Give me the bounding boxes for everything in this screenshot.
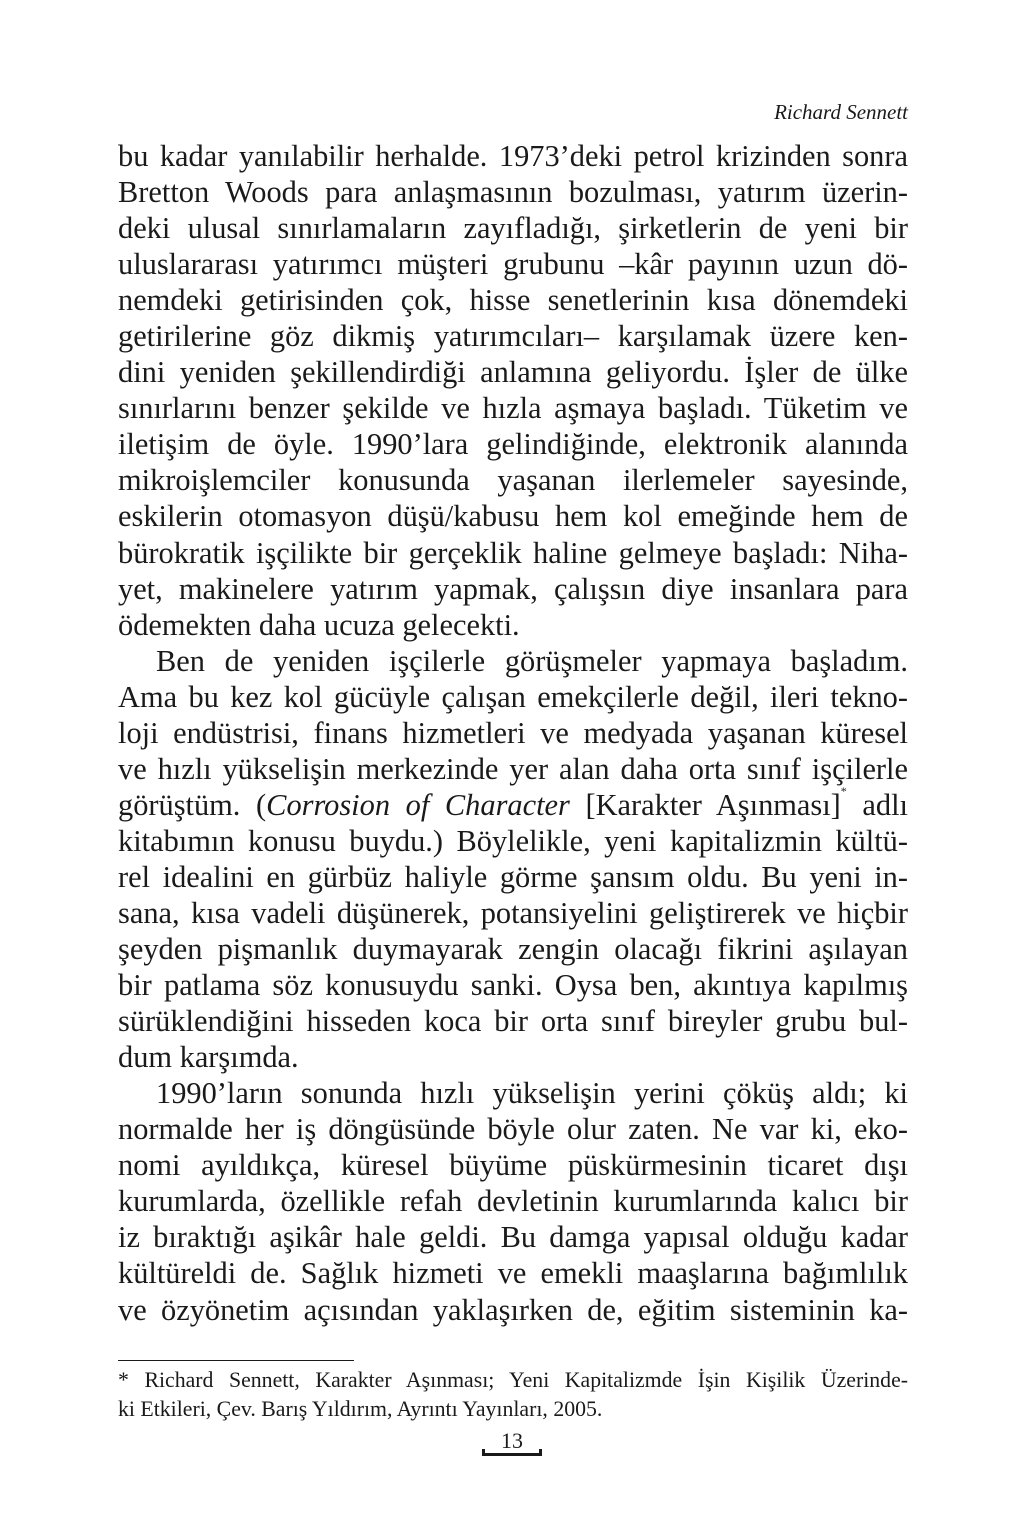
text-line: yet, makinelere yatırım yapmak, çalışsın diye insanlara para <box>118 571 908 606</box>
footnote <box>118 1366 908 1424</box>
text-line: ve hızlı yükselişin merkezinde yer alan daha orta sınıf işçilerle <box>118 751 908 786</box>
text-line: kültüreldi de. Sağlık hizmeti ve emekli maaşlarına bağımlılık <box>118 1256 908 1291</box>
text-fragment: adlı <box>846 787 908 822</box>
text-line: dum karşımda. <box>118 1040 299 1075</box>
book-title-italic: Corrosion of Character <box>266 787 570 822</box>
text-line: uluslararası yatırımcı müşteri grubunu –kâr payının uzun dö- <box>118 247 908 282</box>
page-number: 13 <box>501 1428 523 1453</box>
text-line: sürüklendiğini hisseden koca bir orta sınıf bireyler grubu bul- <box>118 1004 908 1039</box>
text-line: eskilerin otomasyon düşü/kabusu hem kol emeğinde hem de <box>118 499 908 534</box>
page-number-tick-left <box>482 1449 485 1456</box>
text-line: kurumlarda, özellikle refah devletinin kurumlarında kalıcı bir <box>118 1184 908 1219</box>
paragraph-first-line: Ben de yeniden işçilerle görüşmeler yapmaya başladım. <box>156 643 908 678</box>
text-line: iz bıraktığı aşikâr hale geldi. Bu damga yapısal olduğu kadar <box>118 1220 908 1255</box>
page-number-block <box>482 1428 542 1456</box>
text-line: bu kadar yanılabilir herhalde. 1973’deki petrol krizinden sonra <box>118 139 908 173</box>
text-line: mikroişlemciler konusunda yaşanan ilerlemeler sayesinde, <box>118 463 908 498</box>
footnote-marker: * <box>840 783 847 798</box>
text-line-with-citation <box>118 783 908 823</box>
text-line: Bretton Woods para anlaşmasının bozulması, yatırım üzerin- <box>118 175 908 210</box>
text-line: Ama bu kez kol gücüyle çalışan emekçilerle değil, ileri tekno- <box>118 679 908 714</box>
text-line: nomi ayıldıkça, küresel büyüme püskürmesinin ticaret dışı <box>118 1148 908 1183</box>
footnote-line: ki Etkileri, Çev. Barış Yıldırım, Ayrıntı Yayınları, 2005. <box>118 1397 603 1421</box>
text-line: rel idealini en gürbüz haliyle görme şansım oldu. Bu yeni in- <box>118 859 908 894</box>
text-line: ve özyönetim açısından yaklaşırken de, eğitim sisteminin ka- <box>118 1292 908 1327</box>
text-line: normalde her iş döngüsünde böyle olur zaten. Ne var ki, eko- <box>118 1112 908 1147</box>
body-text <box>118 138 908 1328</box>
text-line: sana, kısa vadeli düşünerek, potansiyelini geliştirerek ve hiçbir <box>118 895 908 930</box>
page-number-underline <box>482 1453 542 1456</box>
paragraph-first-line: 1990’ların sonunda hızlı yükselişin yerini çöküş aldı; ki <box>156 1076 908 1111</box>
text-line: nemdeki getirisinden çok, hisse senetlerinin kısa dönemdeki <box>118 283 908 318</box>
text-line: bir patlama söz konusuydu sanki. Oysa ben, akıntıya kapılmış <box>118 968 908 1003</box>
text-line: dini yeniden şekillendirdiği anlamına geliyordu. İşler de ülke <box>118 355 908 390</box>
text-line: loji endüstrisi, finans hizmetleri ve medyada yaşanan küresel <box>118 715 908 750</box>
text-fragment: görüştüm. ( <box>118 787 267 822</box>
text-line: kitabımın konusu buydu.) Böylelikle, yeni kapitalizmin kültü- <box>118 823 908 858</box>
running-head: Richard Sennett <box>774 100 908 124</box>
text-line: şeyden pişmanlık duymayarak zengin olacağı fikrini aşılayan <box>118 932 908 967</box>
text-fragment: [Karakter Aşınması] <box>569 787 841 822</box>
footnote-line: * Richard Sennett, Karakter Aşınması; Yeni Kapitalizmde İşin Kişilik Üzerinde- <box>118 1368 908 1392</box>
text-line: deki ulusal sınırlamaların zayıfladığı, şirketlerin de yeni bir <box>118 211 908 246</box>
page-number-tick-right <box>539 1449 542 1456</box>
text-line: iletişim de öyle. 1990’lara gelindiğinde, elektronik alanında <box>118 427 908 462</box>
text-line: sınırlarını benzer şekilde ve hızla aşmaya başladı. Tüketim ve <box>118 391 908 426</box>
text-line: ödemekten daha ucuza gelecekti. <box>118 607 520 642</box>
footnote-divider <box>118 1360 354 1361</box>
text-line: getirilerine göz dikmiş yatırımcıları– karşılamak üzere ken- <box>118 319 908 354</box>
text-line: bürokratik işçilikte bir gerçeklik haline gelmeye başladı: Niha- <box>118 535 908 570</box>
